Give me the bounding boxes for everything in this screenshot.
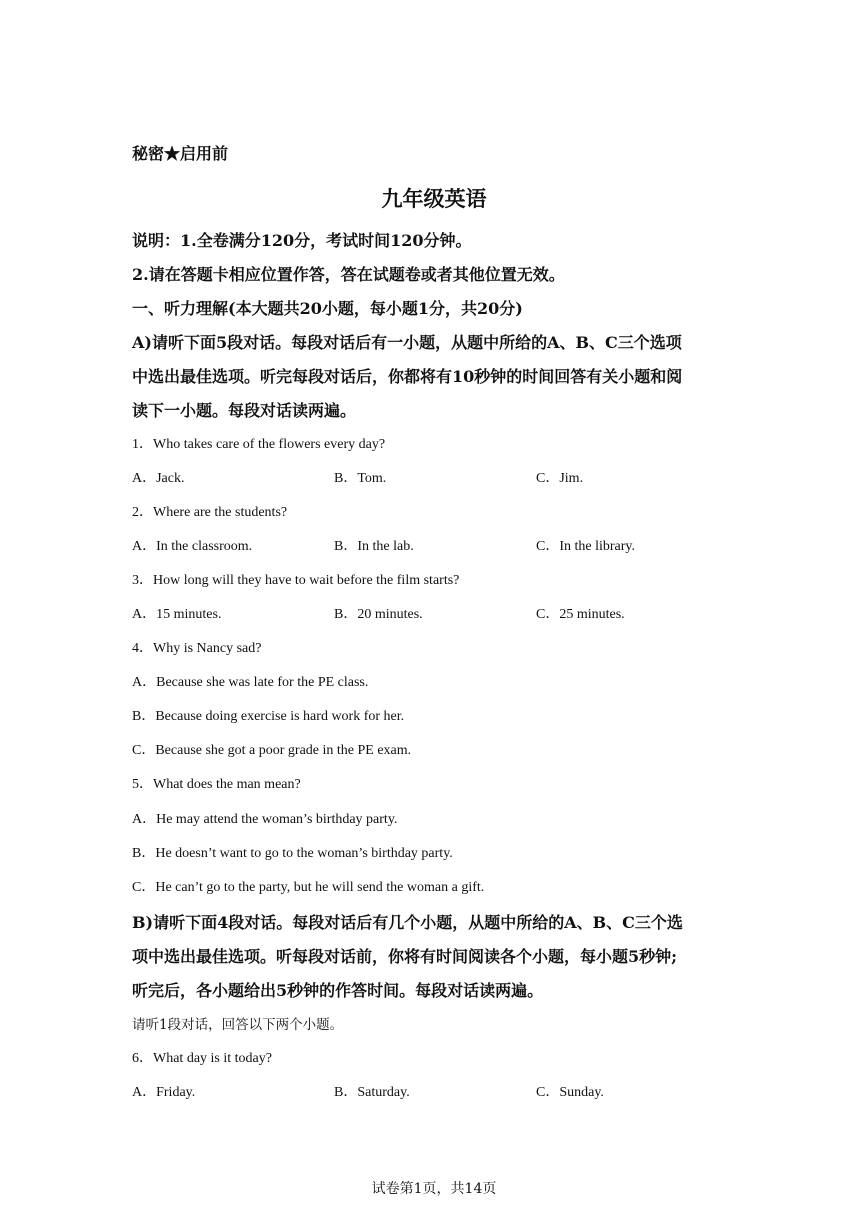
option-c: C．In the library. bbox=[536, 539, 636, 554]
confidential-label: 秘密★启用前 bbox=[132, 144, 229, 163]
dialogue-note: 请听1段对话，回答以下两个小题。 bbox=[132, 1017, 344, 1033]
part-b-direction-line-2: 项中选出最佳选项。听每段对话前，你将有时间阅读各个小题，每小题5秒钟; bbox=[132, 947, 678, 966]
option-b: B．Saturday. bbox=[334, 1085, 410, 1100]
option-a: A．In the classroom. bbox=[132, 539, 253, 554]
option-b: B．Tom. bbox=[334, 471, 387, 486]
option-a: A．He may attend the woman’s birthday party. bbox=[132, 812, 398, 827]
part-b-direction-line-1: B)请听下面4段对话。每段对话后有几个小题，从题中所给的A、B、C三个选 bbox=[132, 913, 683, 932]
question-stem: 6．What day is it today? bbox=[132, 1051, 272, 1066]
option-b: B．He doesn’t want to go to the woman’s birthday party. bbox=[132, 846, 453, 861]
option-b: B．Because doing exercise is hard work for her. bbox=[132, 709, 405, 724]
option-a: A．15 minutes. bbox=[132, 607, 222, 622]
option-c: C．He can’t go to the party, but he will send the woman a gift. bbox=[132, 880, 485, 895]
question-stem: 4．Why is Nancy sad? bbox=[132, 641, 262, 656]
part-b-direction-line-3: 听完后，各小题给出5秒钟的作答时间。每段对话读两遍。 bbox=[132, 981, 544, 1000]
question-stem: 5．What does the man mean? bbox=[132, 777, 301, 792]
option-c: C．Jim. bbox=[536, 471, 584, 486]
option-a: A．Friday. bbox=[132, 1085, 196, 1100]
page-title: 九年级英语 bbox=[381, 186, 487, 211]
question-stem: 1．Who takes care of the flowers every day? bbox=[132, 437, 386, 452]
question-stem: 2．Where are the students? bbox=[132, 505, 288, 520]
option-a: A．Jack. bbox=[132, 471, 185, 486]
option-c: C．Sunday. bbox=[536, 1085, 604, 1100]
option-b: B．In the lab. bbox=[334, 539, 414, 554]
page-footer: 试卷第1页，共14页 bbox=[371, 1181, 497, 1197]
instruction-line-1: 说明：1.全卷满分120分，考试时间120分钟。 bbox=[132, 231, 472, 250]
part-a-direction-line-1: A)请听下面5段对话。每段对话后有一小题，从题中所给的A、B、C三个选项 bbox=[132, 333, 682, 352]
option-b: B．20 minutes. bbox=[334, 607, 423, 622]
part-a-direction-line-3: 读下一小题。每段对话读两遍。 bbox=[132, 401, 357, 420]
option-c: C．Because she got a poor grade in the PE exam. bbox=[132, 743, 412, 758]
instruction-line-2: 2.请在答题卡相应位置作答，答在试题卷或者其他位置无效。 bbox=[132, 265, 565, 284]
question-stem: 3．How long will they have to wait before the film starts? bbox=[132, 573, 460, 588]
option-a: A．Because she was late for the PE class. bbox=[132, 675, 369, 690]
section-one-heading: 一、听力理解(本大题共20小题，每小题1分，共20分) bbox=[132, 299, 523, 318]
part-a-direction-line-2: 中选出最佳选项。听完每段对话后，你都将有10秒钟的时间回答有关小题和阅 bbox=[132, 367, 683, 386]
option-c: C．25 minutes. bbox=[536, 607, 625, 622]
